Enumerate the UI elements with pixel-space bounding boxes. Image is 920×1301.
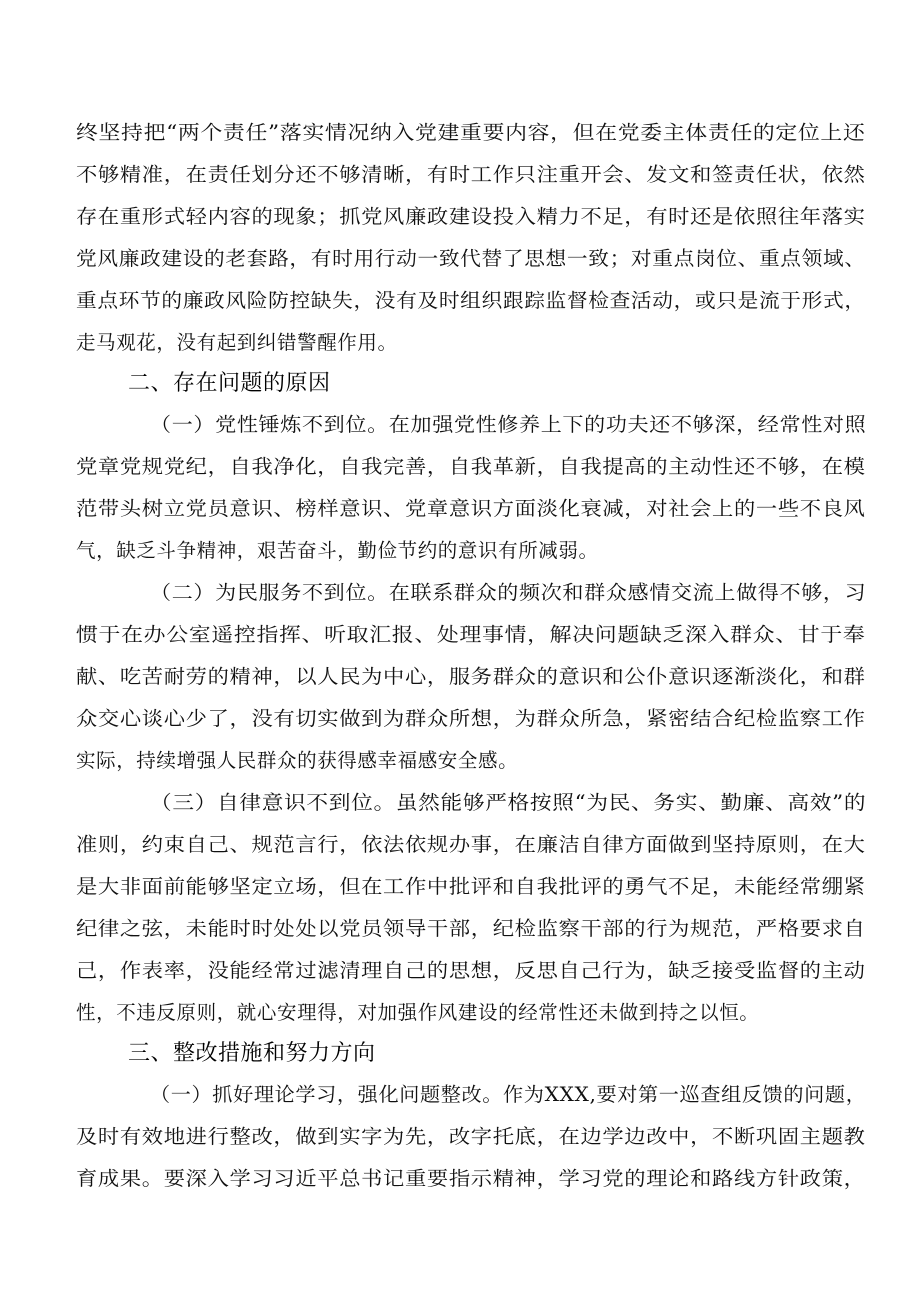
text-line: 党风廉政建设的老套路，有时用行动一致代替了思想一致；对重点岗位、重点领域、 [76, 247, 866, 270]
text-line: 献、吃苦耐劳的精神，以人民为中心，服务群众的意识和公仆意识逐渐淡化，和群 [76, 665, 866, 688]
text-line: 走马观花，没有起到纠错警醒作用。 [76, 331, 398, 354]
text-line: 是大非面前能够坚定立场，但在工作中批评和自我批评的勇气不足，未能经常绷紧 [76, 875, 866, 898]
section-heading: 三、整改措施和努力方向 [128, 1041, 376, 1066]
text-line: 惯于在办公室遥控指挥、听取汇报、处理事情，解决问题缺乏深入群众、甘于奉 [76, 623, 866, 646]
text-line: 众交心谈心少了，没有切实做到为群众所想，为群众所急，紧密结合纪检监察工作 [76, 707, 866, 730]
text-line: 终坚持把“两个责任”落实情况纳入党建重要内容，但在党委主体责任的定位上还 [76, 121, 866, 144]
text-line: 己，作表率，没能经常过滤清理自己的思想，反思自己行为，缺乏接受监督的主动 [76, 959, 866, 982]
text-line: 准则，约束自己、规范言行，依法依规办事，在廉洁自律方面做到坚持原则，在大 [76, 833, 866, 856]
text-line: 党章党规党纪，自我净化，自我完善，自我革新，自我提高的主动性还不够，在模 [76, 455, 866, 478]
text-line: 不够精准，在责任划分还不够清晰，有时工作只注重开会、发文和签责任状，依然 [76, 163, 866, 186]
text-line: 实际，持续增强人民群众的获得感幸福感安全感。 [76, 749, 519, 772]
text-line: （一）抓好理论学习，强化问题整改。作为XXX,要对第一巡查组反馈的问题， [150, 1083, 867, 1106]
text-line: （二）为民服务不到位。在联系群众的频次和群众感情交流上做得不够，习 [150, 581, 867, 604]
text-line: 纪律之弦，未能时时处处以党员领导干部，纪检监察干部的行为规范，严格要求自 [76, 917, 866, 940]
text-line: 范带头树立党员意识、榜样意识、党章意识方面淡化衰减，对社会上的一些不良风 [76, 497, 866, 520]
text-line: 育成果。要深入学习习近平总书记重要指示精神，学习党的理论和路线方针政策， [76, 1167, 866, 1190]
text-line: 存在重形式轻内容的现象；抓党风廉政建设投入精力不足，有时还是依照往年落实 [76, 205, 866, 228]
text-line: 性，不违反原则，就心安理得，对加强作风建设的经常性还未做到持之以恒。 [76, 1001, 760, 1024]
text-line: 重点环节的廉政风险防控缺失，没有及时组织跟踪监督检查活动，或只是流于形式， [76, 289, 866, 312]
text-line: （一）党性锤炼不到位。在加强党性修养上下的功夫还不够深，经常性对照 [150, 413, 867, 436]
text-line: （三）自律意识不到位。虽然能够严格按照“为民、务实、勤廉、高效”的 [150, 791, 867, 814]
section-heading: 二、存在问题的原因 [128, 371, 331, 396]
text-line: 及时有效地进行整改，做到实字为先，改字托底，在边学边改中，不断巩固主题教 [76, 1125, 866, 1148]
text-line: 气，缺乏斗争精神，艰苦奋斗，勤俭节约的意识有所减弱。 [76, 539, 599, 562]
